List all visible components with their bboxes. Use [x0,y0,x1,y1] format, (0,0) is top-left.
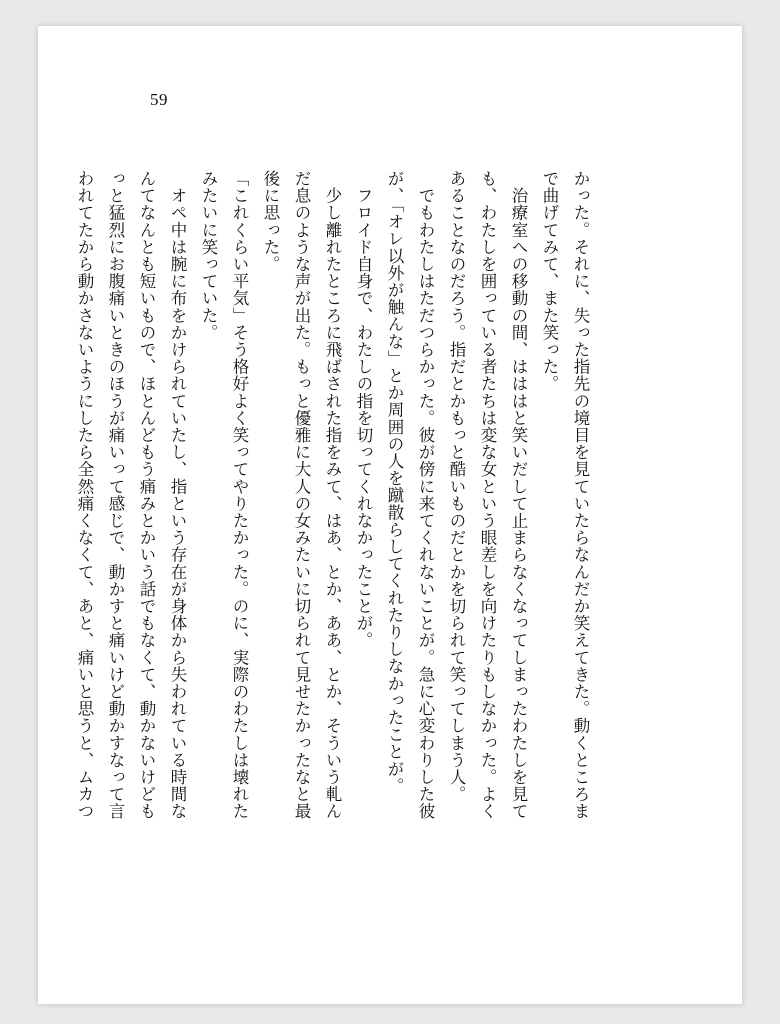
text-line: 治療室への移動の間、はははと笑いだして止まらなくなってしまったわたしを見て [509,170,528,820]
text-line: 少し離れたところに飛ばされた指をみて、はあ、とか、ああ、とか、そういう軋ん [323,170,342,820]
book-page [38,26,742,1004]
page-number: 59 [150,90,168,109]
text-line: も、わたしを囲っている者たちは変な女という眼差しを向けたりもしなかった。よく [478,170,497,820]
text-line: みたいに笑っていた。 [199,170,218,341]
body-text [69,170,596,960]
text-line: フロイド自身で、わたしの指を切ってくれなかったことが。 [354,170,373,649]
text-line: で曲げてみて、また笑った。 [540,170,559,393]
text-line: でもわたしはただつらかった。彼が傍に来てくれないことが。急に心変わりした彼 [416,170,435,820]
text-line: 後に思った。 [261,170,280,273]
text-line: かった。それに、失った指先の境目を見ていたらなんだか笑えてきた。動くところま [571,170,590,820]
text-line: われてたから動かさないようにしたら全然痛くなくて、あと、痛いと思うと、ムカつ [75,170,94,820]
text-line: が、「オレ以外が触んな」とか周囲の人を蹴散らしてくれたりしなかったことが。 [385,170,404,795]
text-line: だ息のような声が出た。もっと優雅に大人の女みたいに切られて見せたかったなと最 [292,170,311,820]
text-line: んてなんとも短いもので、ほとんどもう痛みとかいう話でもなくて、動かないけども [137,170,156,820]
text-line: 「これくらい平気」そう格好よく笑ってやりたかった。のに、実際のわたしは壊れた [230,170,249,820]
text-line: あることなのだろう。指だとかもっと酷いものだとかを切られて笑ってしまう人。 [447,170,466,803]
text-line: っと猛烈にお腹痛いときのほうが痛いって感じで、動かすと痛いけど動かすなって言 [106,170,125,820]
text-line: オペ中は腕に布をかけられていたし、指という存在が身体から失われている時間な [168,170,187,820]
